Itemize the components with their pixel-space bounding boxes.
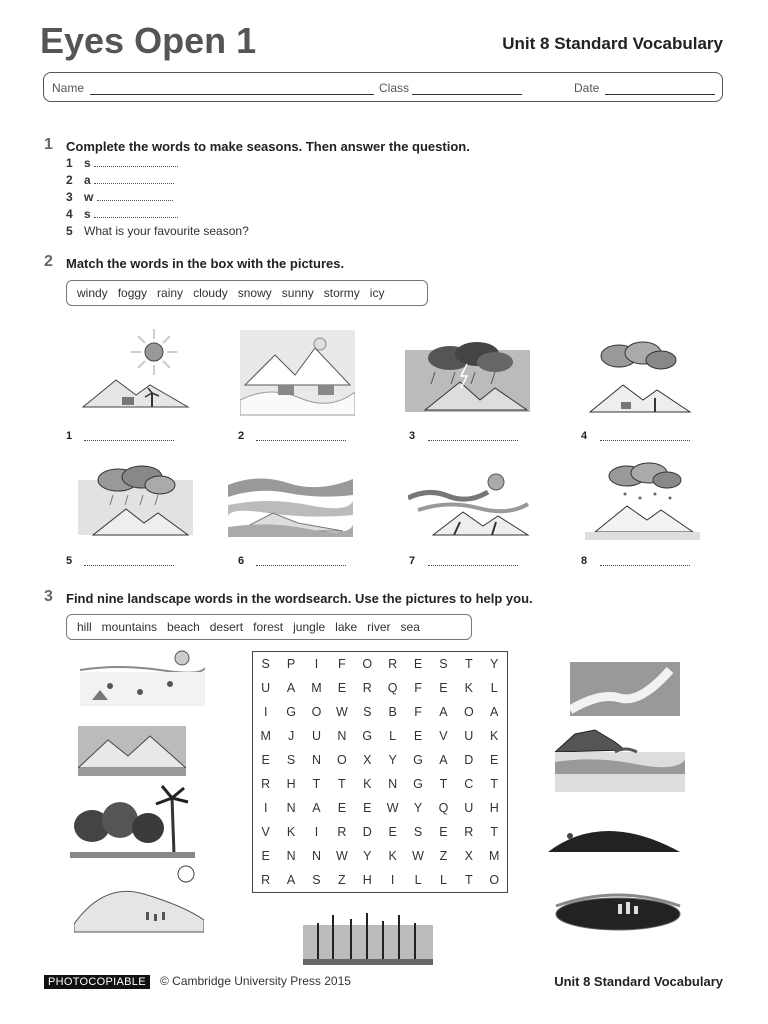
answer-line[interactable] xyxy=(600,555,690,566)
exercise-1-title: Complete the words to make seasons. Then answer the question. xyxy=(66,139,470,154)
date-label: Date xyxy=(574,81,600,95)
word: cloudy xyxy=(193,286,228,300)
wordsearch-cell[interactable]: K xyxy=(464,681,473,695)
windy-picture xyxy=(408,470,533,545)
sea-picture xyxy=(555,720,685,796)
name-field[interactable] xyxy=(90,94,374,95)
wordsearch-cell[interactable]: W xyxy=(412,849,424,863)
wordsearch-cell[interactable]: J xyxy=(287,729,295,743)
wordsearch-cell[interactable]: K xyxy=(363,777,372,791)
wordsearch-cell[interactable]: H xyxy=(362,873,372,887)
wordsearch-row xyxy=(253,868,507,892)
picture-number: 8 xyxy=(581,555,588,567)
wordsearch-cell[interactable]: I xyxy=(314,825,319,839)
wordsearch-cell[interactable]: H xyxy=(489,801,499,815)
wordsearch-cell[interactable]: A xyxy=(286,873,296,887)
wordsearch-cell[interactable]: N xyxy=(337,729,347,743)
wordsearch-cell[interactable]: E xyxy=(337,681,347,695)
word: lake xyxy=(335,620,358,634)
wordsearch-cell[interactable]: V xyxy=(439,729,448,743)
word: beach xyxy=(167,620,200,634)
wordsearch-cell[interactable]: O xyxy=(362,657,373,671)
wordsearch-cell[interactable]: N xyxy=(286,801,296,815)
wordsearch-cell[interactable]: L xyxy=(389,729,397,743)
name-label: Name xyxy=(52,81,85,95)
wordsearch-cell[interactable]: R xyxy=(261,873,271,887)
word: sunny xyxy=(281,286,314,300)
wordsearch-cell[interactable]: U xyxy=(311,729,321,743)
wordsearch-cell[interactable]: T xyxy=(312,777,321,791)
wordsearch-cell[interactable]: A xyxy=(286,681,296,695)
stormy-picture xyxy=(405,340,530,420)
hill-picture xyxy=(548,802,680,858)
wordsearch-cell[interactable]: M xyxy=(489,849,500,863)
wordsearch-cell[interactable]: Y xyxy=(388,753,397,767)
answer-line[interactable] xyxy=(84,555,174,566)
word: snowy xyxy=(237,286,272,300)
wordsearch-cell[interactable]: I xyxy=(263,801,268,815)
wordsearch-cell[interactable]: F xyxy=(414,705,422,719)
wordsearch-cell[interactable]: T xyxy=(338,777,346,791)
wordsearch-cell[interactable]: I xyxy=(263,705,268,719)
wordsearch-cell[interactable]: N xyxy=(388,777,398,791)
answer-line[interactable] xyxy=(428,430,518,441)
wordsearch-cell[interactable]: A xyxy=(439,753,448,767)
wordsearch-cell[interactable]: E xyxy=(363,801,372,815)
wordsearch-cell[interactable]: L xyxy=(439,873,447,887)
wordsearch-cell[interactable]: G xyxy=(286,705,296,719)
wordsearch-cell[interactable]: S xyxy=(286,753,296,767)
beach-picture xyxy=(80,648,205,710)
wordsearch-cell[interactable]: T xyxy=(465,657,473,671)
exercise-3-number: 3 xyxy=(44,588,53,605)
wordsearch-cell[interactable]: O xyxy=(463,705,474,719)
wordsearch-cell[interactable]: S xyxy=(363,705,372,719)
wordsearch-row xyxy=(253,844,507,868)
picture-number: 4 xyxy=(581,430,588,442)
wordsearch-cell[interactable]: T xyxy=(490,825,499,839)
wordsearch-cell[interactable]: E xyxy=(439,825,448,839)
wordsearch-cell[interactable]: U xyxy=(464,801,474,815)
wordsearch-cell[interactable]: E xyxy=(388,825,397,839)
wordsearch-cell[interactable]: S xyxy=(312,873,321,887)
wordsearch-cell[interactable]: F xyxy=(338,657,346,671)
wordsearch-cell[interactable]: S xyxy=(439,657,448,671)
wordsearch-cell[interactable]: R xyxy=(337,825,347,839)
picture-number: 2 xyxy=(238,430,245,442)
wordsearch-cell[interactable]: W xyxy=(386,801,399,815)
wordsearch-cell[interactable]: S xyxy=(261,657,270,671)
wordsearch-cell[interactable]: K xyxy=(490,729,499,743)
forest-picture xyxy=(303,905,433,967)
wordsearch-cell[interactable]: E xyxy=(413,657,423,671)
exercise-3-title: Find nine landscape words in the wordsearch. Use the pictures to help you. xyxy=(66,591,533,606)
class-field[interactable] xyxy=(412,94,522,95)
wordsearch-cell[interactable]: R xyxy=(388,657,398,671)
word: icy xyxy=(369,286,385,300)
answer-line[interactable] xyxy=(600,430,690,441)
picture-number: 5 xyxy=(66,555,73,567)
wordsearch-cell[interactable]: U xyxy=(261,681,271,695)
wordsearch-cell[interactable]: M xyxy=(260,729,271,743)
exercise-1-list xyxy=(66,156,249,241)
wordsearch-cell[interactable]: N xyxy=(311,753,321,767)
wordsearch-cell[interactable]: Z xyxy=(338,873,346,887)
foggy-picture xyxy=(228,465,353,545)
cloudy-picture xyxy=(585,340,695,420)
photocopiable-tag: PHOTOCOPIABLE xyxy=(44,975,150,989)
answer-line[interactable] xyxy=(428,555,518,566)
wordsearch-cell[interactable]: L xyxy=(490,681,498,695)
word: rainy xyxy=(157,286,184,300)
picture-number: 3 xyxy=(409,430,416,442)
wordsearch-cell[interactable]: X xyxy=(363,753,372,767)
word: stormy xyxy=(323,286,360,300)
exercise-1-number: 1 xyxy=(44,136,53,153)
rainy-picture xyxy=(78,465,193,545)
mountains-picture xyxy=(78,726,186,778)
exercise-2-title: Match the words in the box with the pictures. xyxy=(66,256,345,271)
wordsearch-row xyxy=(253,772,507,796)
wordsearch-cell[interactable]: T xyxy=(439,777,448,791)
wordsearch-cell[interactable]: R xyxy=(362,681,372,695)
wordsearch-cell[interactable]: Y xyxy=(490,657,499,671)
wordsearch-cell[interactable]: R xyxy=(261,777,271,791)
wordsearch-cell[interactable]: E xyxy=(490,753,499,767)
wordsearch-cell[interactable]: L xyxy=(414,873,422,887)
wordsearch-cell[interactable]: A xyxy=(490,705,499,719)
word: windy xyxy=(77,286,108,300)
season-item[interactable]: 4 s xyxy=(66,207,249,224)
wordsearch-cell[interactable]: Q xyxy=(387,681,398,695)
wordsearch-cell[interactable]: M xyxy=(311,681,322,695)
wordsearch-row xyxy=(253,676,507,700)
wordsearch-cell[interactable]: C xyxy=(464,777,474,791)
river-picture xyxy=(570,662,680,716)
wordsearch-cell[interactable]: S xyxy=(413,825,423,839)
wordsearch-cell[interactable]: E xyxy=(261,849,270,863)
date-field[interactable] xyxy=(605,94,715,95)
footer-unit-title: Unit 8 Standard Vocabulary xyxy=(554,974,723,989)
season-item[interactable]: 3 w xyxy=(66,190,249,207)
class-label: Class xyxy=(379,81,410,95)
picture-number: 7 xyxy=(409,555,416,567)
word: sea xyxy=(400,620,420,634)
wordsearch-cell[interactable]: G xyxy=(362,729,373,743)
question-item: 5 What is your favourite season? xyxy=(66,224,249,238)
wordsearch-cell[interactable]: A xyxy=(312,801,321,815)
wordsearch-cell[interactable]: Z xyxy=(439,849,448,863)
wordsearch-cell[interactable]: I xyxy=(314,657,319,671)
wordsearch-cell[interactable]: F xyxy=(414,681,422,695)
wordsearch-row xyxy=(253,820,507,844)
wordsearch-row xyxy=(253,724,507,748)
wordsearch-cell[interactable]: O xyxy=(337,753,347,767)
wordsearch-cell[interactable]: N xyxy=(311,849,321,863)
wordsearch-row xyxy=(253,796,507,820)
word: jungle xyxy=(293,620,326,634)
desert-picture xyxy=(74,862,204,934)
wordsearch-cell[interactable]: E xyxy=(337,801,347,815)
wordsearch-row xyxy=(253,652,507,676)
wordsearch-cell[interactable]: E xyxy=(413,729,423,743)
wordsearch-cell[interactable]: N xyxy=(286,849,296,863)
wordsearch-cell[interactable]: V xyxy=(261,825,270,839)
wordsearch-cell[interactable]: G xyxy=(413,777,423,791)
jungle-picture xyxy=(70,778,195,858)
answer-line[interactable] xyxy=(256,430,346,441)
word: forest xyxy=(253,620,284,634)
picture-number: 1 xyxy=(66,430,73,442)
unit-title: Unit 8 Standard Vocabulary xyxy=(502,34,723,53)
wordsearch-cell[interactable]: P xyxy=(286,657,296,671)
wordsearch-cell[interactable]: E xyxy=(439,681,448,695)
wordsearch-cell[interactable]: O xyxy=(311,705,322,719)
word: desert xyxy=(209,620,244,634)
landscape-word-box xyxy=(66,614,472,640)
wordsearch-cell[interactable]: K xyxy=(286,825,296,839)
wordsearch-cell[interactable]: U xyxy=(464,729,474,743)
picture-number: 6 xyxy=(238,555,245,567)
season-item[interactable]: 2 a xyxy=(66,173,249,190)
wordsearch-cell[interactable]: X xyxy=(464,849,473,863)
wordsearch-cell[interactable]: E xyxy=(261,753,270,767)
wordsearch-cell[interactable]: R xyxy=(464,825,474,839)
wordsearch-cell[interactable]: W xyxy=(335,705,348,719)
wordsearch-row xyxy=(253,748,507,772)
wordsearch-cell[interactable]: H xyxy=(286,777,296,791)
wordsearch-cell[interactable]: Q xyxy=(438,801,449,815)
word: hill xyxy=(77,620,92,634)
wordsearch-cell[interactable]: B xyxy=(388,705,397,719)
word: foggy xyxy=(117,286,148,300)
weather-word-box xyxy=(66,280,428,306)
sunny-picture xyxy=(78,325,193,420)
word: river xyxy=(367,620,391,634)
wordsearch-cell[interactable]: I xyxy=(390,873,395,887)
wordsearch-cell[interactable]: D xyxy=(362,825,372,839)
wordsearch-cell[interactable]: G xyxy=(413,753,423,767)
lake-picture xyxy=(548,878,688,938)
wordsearch-cell[interactable]: Y xyxy=(363,849,372,863)
wordsearch-grid[interactable] xyxy=(252,651,508,893)
student-info-bar xyxy=(43,72,723,102)
wordsearch-cell[interactable]: T xyxy=(465,873,473,887)
wordsearch-cell[interactable]: D xyxy=(464,753,474,767)
icy-picture xyxy=(585,462,700,542)
wordsearch-cell[interactable]: A xyxy=(439,705,448,719)
word: mountains xyxy=(101,620,158,634)
answer-line[interactable] xyxy=(256,555,346,566)
exercise-2-number: 2 xyxy=(44,253,53,270)
wordsearch-cell[interactable]: O xyxy=(489,873,500,887)
wordsearch-cell[interactable]: T xyxy=(490,777,499,791)
wordsearch-cell[interactable]: Y xyxy=(413,801,423,815)
wordsearch-row xyxy=(253,700,507,724)
answer-line[interactable] xyxy=(84,430,174,441)
snowy-picture xyxy=(240,330,355,420)
copyright-text: © Cambridge University Press 2015 xyxy=(160,974,351,988)
season-item[interactable]: 1 s xyxy=(66,156,249,173)
brand-title: Eyes Open 1 xyxy=(40,20,257,61)
wordsearch-cell[interactable]: W xyxy=(335,849,348,863)
wordsearch-cell[interactable]: K xyxy=(388,849,397,863)
